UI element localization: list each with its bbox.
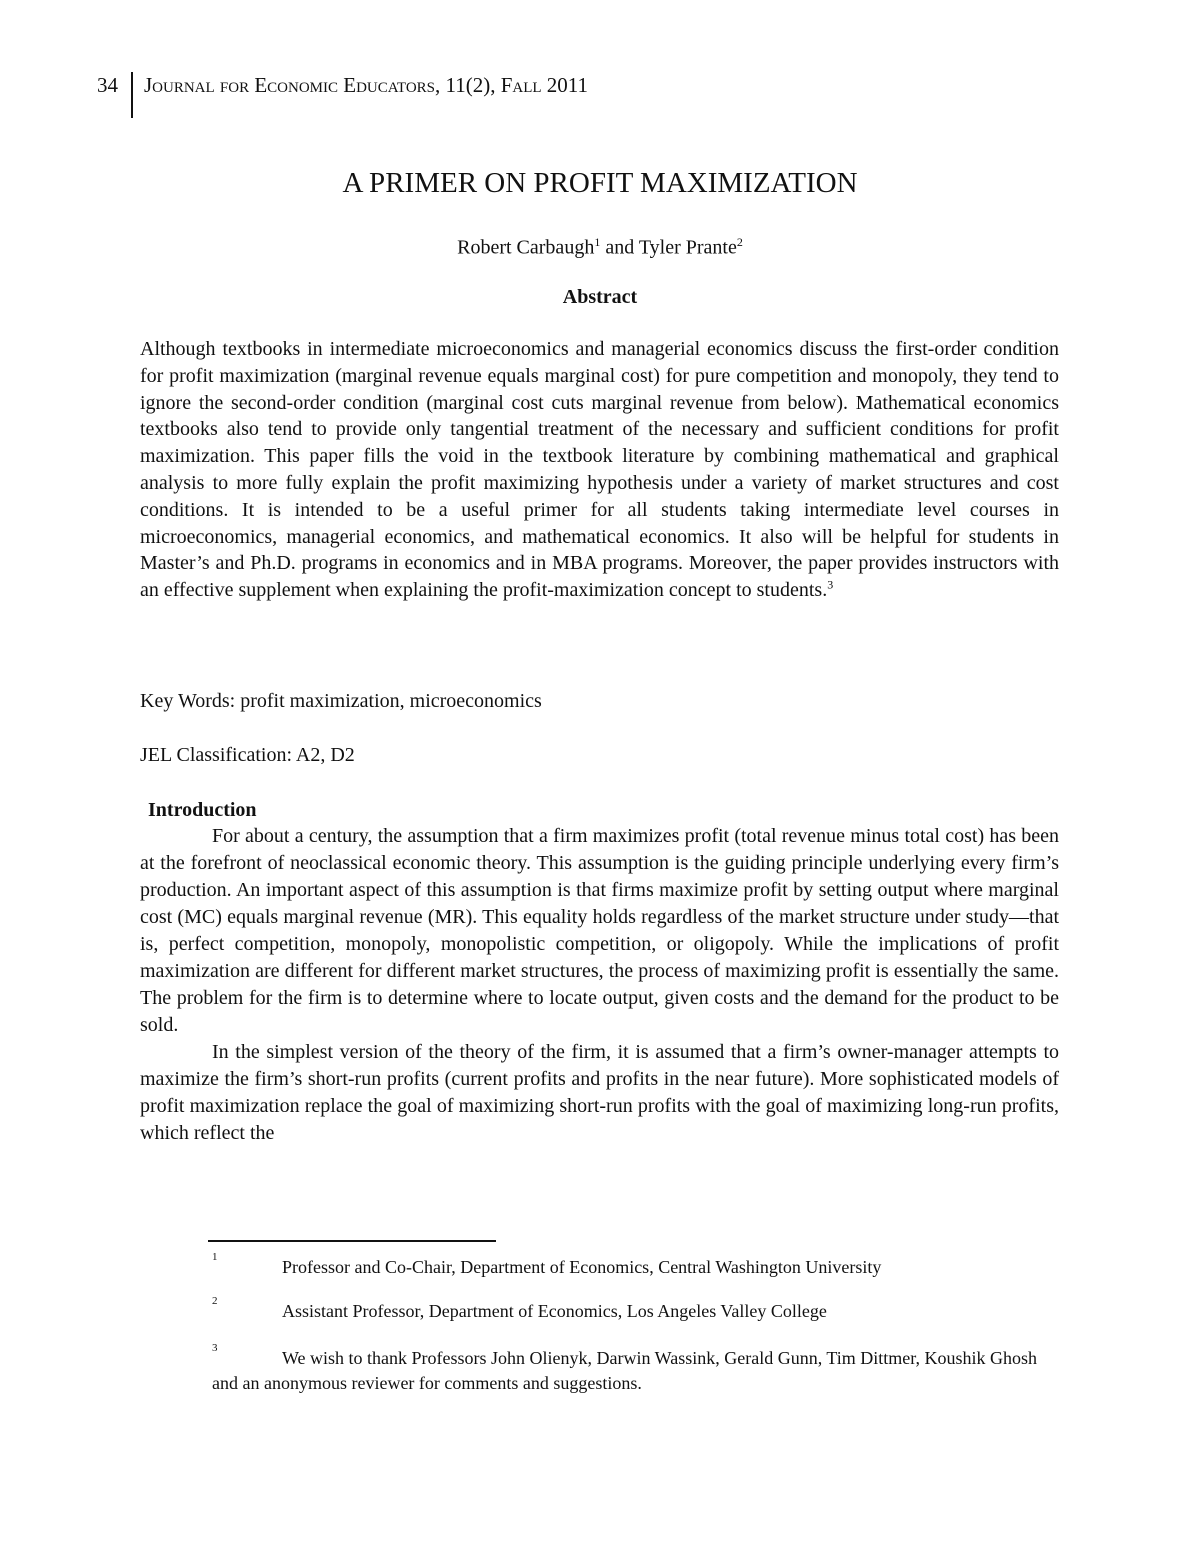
author-line	[0, 229, 1200, 261]
footnote-text: Assistant Professor, Department of Economics, Los Angeles Valley College	[282, 1301, 827, 1321]
paper-title: A PRIMER ON PROFIT MAXIMIZATION	[342, 167, 858, 199]
body-paragraph: For about a century, the assumption that a firm maximizes profit (total revenue minus total cost) has been at the forefront of neoclassical economic theory. This assumption is the guiding principle underlying every firm’s production. An important aspect of this assumption is that firms maximize profit by setting output where marginal cost (MC) equals marginal revenue (MR). This equality holds regardless of the market structure under study—that is, perfect competition, monopoly, monopolistic competition, or oligopoly. While the implications of profit maximization are different for different market structures, the process of maximizing profit is essentially the same. The problem for the firm is to determine where to locate output, given costs and the demand for the product to be sold.	[140, 825, 1059, 1036]
abstract-heading: Abstract	[562, 286, 638, 308]
header-divider	[131, 72, 133, 118]
footnote-text: Professor and Co-Chair, Department of Economics, Central Washington University	[282, 1257, 882, 1277]
footnote-marker: 2	[736, 235, 743, 249]
footnote-marker: 3	[827, 577, 834, 592]
introduction-body	[140, 823, 1059, 1147]
abstract-paragraph: Although textbooks in intermediate microeconomics and managerial economics discuss the first-order condition for profit maximization (marginal revenue equals marginal cost) for pure competition and monopoly, they tend to ignore the second-order condition (marginal cost cuts marginal revenue from below). Mathematical economics textbooks also tend to provide only tangential treatment of the necessary and sufficient conditions for profit maximization. This paper fills the void in the textbook literature by combining mathematical and graphical analysis to more fully explain the profit maximizing hypothesis under a variety of market structures and cost conditions. It is intended to be a useful primer for all students taking intermediate level courses in microeconomics, managerial economics, and mathematical economics. It also will be helpful for students in Master’s and Ph.D. programs in economics and in MBA programs. Moreover, the paper provides instructors with an effective supplement when explaining the profit-maximization concept to students.	[140, 338, 1059, 602]
footnote-number: 3	[212, 1342, 218, 1354]
footnote	[212, 1251, 1062, 1280]
body-paragraph: In the simplest version of the theory of the firm, it is assumed that a firm’s owner-manager attempts to maximize the firm’s short-run profits (current profits and profits in the near future). More sophisticated models of profit maximization replace the goal of maximizing short-run profits with the goal of maximizing long-run profits, which reflect the	[140, 1041, 1059, 1144]
journal-citation: Journal for Economic Educators, 11(2), Fall 2011	[144, 73, 589, 97]
footnote-text: We wish to thank Professors John Olienyk, Darwin Wassink, Gerald Gunn, Tim Dittmer, Koushik Ghosh and an anonymous reviewer for comments and suggestions.	[212, 1348, 1038, 1393]
abstract-text	[140, 336, 1059, 604]
footnote	[212, 1295, 1062, 1324]
footnote-marker: 1	[594, 235, 601, 249]
section-heading: Introduction	[148, 799, 257, 821]
jel-classification: JEL Classification: A2, D2	[140, 744, 355, 766]
page-number: 34	[97, 73, 118, 97]
footnote-number: 1	[212, 1251, 218, 1263]
footnote-number: 2	[212, 1295, 218, 1307]
footnote	[212, 1342, 1062, 1396]
author-name: Tyler Prante	[638, 236, 737, 259]
footnote-separator	[208, 1240, 496, 1242]
author-conjunction: and	[605, 236, 635, 259]
author-name: Robert Carbaugh	[457, 236, 595, 259]
keywords: Key Words: profit maximization, microeconomics	[140, 690, 542, 712]
